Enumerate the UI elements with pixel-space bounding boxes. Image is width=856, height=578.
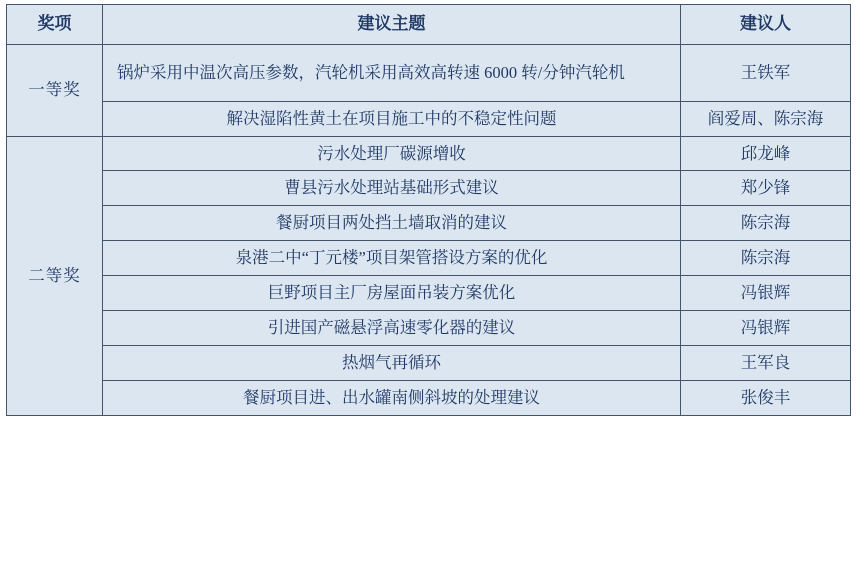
table-row [7, 381, 851, 416]
suggestion-topic: 热烟气再循环 [103, 346, 681, 381]
suggestion-topic: 餐厨项目进、出水罐南侧斜坡的处理建议 [103, 381, 681, 416]
table-row [7, 171, 851, 206]
suggestion-person: 阎爱周、陈宗海 [681, 101, 851, 136]
suggestion-person: 王军良 [681, 346, 851, 381]
suggestion-topic: 污水处理厂碳源增收 [103, 136, 681, 171]
table-row [7, 311, 851, 346]
suggestion-person: 王铁军 [681, 44, 851, 101]
column-header-prize: 奖项 [7, 5, 103, 45]
table-header [7, 5, 851, 45]
suggestion-topic: 泉港二中“丁元楼”项目架管搭设方案的优化 [103, 241, 681, 276]
column-header-person: 建议人 [681, 5, 851, 45]
table-row [7, 206, 851, 241]
table-row [7, 241, 851, 276]
table-row [7, 101, 851, 136]
suggestion-person: 冯银辉 [681, 276, 851, 311]
table-row [7, 276, 851, 311]
column-header-topic: 建议主题 [103, 5, 681, 45]
table-row [7, 346, 851, 381]
suggestion-topic: 餐厨项目两处挡土墙取消的建议 [103, 206, 681, 241]
suggestion-person: 张俊丰 [681, 381, 851, 416]
table-body [7, 44, 851, 415]
suggestion-person: 邱龙峰 [681, 136, 851, 171]
suggestion-person: 郑少锋 [681, 171, 851, 206]
suggestion-person: 陈宗海 [681, 241, 851, 276]
award-suggestions-table [6, 4, 851, 416]
suggestion-topic: 引进国产磁悬浮高速零化器的建议 [103, 311, 681, 346]
suggestion-person: 陈宗海 [681, 206, 851, 241]
table-row [7, 44, 851, 101]
suggestion-topic: 巨野项目主厂房屋面吊装方案优化 [103, 276, 681, 311]
suggestion-topic: 解决湿陷性黄土在项目施工中的不稳定性问题 [103, 101, 681, 136]
prize-group-label: 二等奖 [7, 136, 103, 415]
table-header-row [7, 5, 851, 45]
suggestion-person: 冯银辉 [681, 311, 851, 346]
suggestion-topic: 曹县污水处理站基础形式建议 [103, 171, 681, 206]
table-row [7, 136, 851, 171]
prize-group-label: 一等奖 [7, 44, 103, 136]
suggestion-topic: 锅炉采用中温次高压参数，汽轮机采用高效高转速 6000 转/分钟汽轮机 [103, 44, 681, 101]
